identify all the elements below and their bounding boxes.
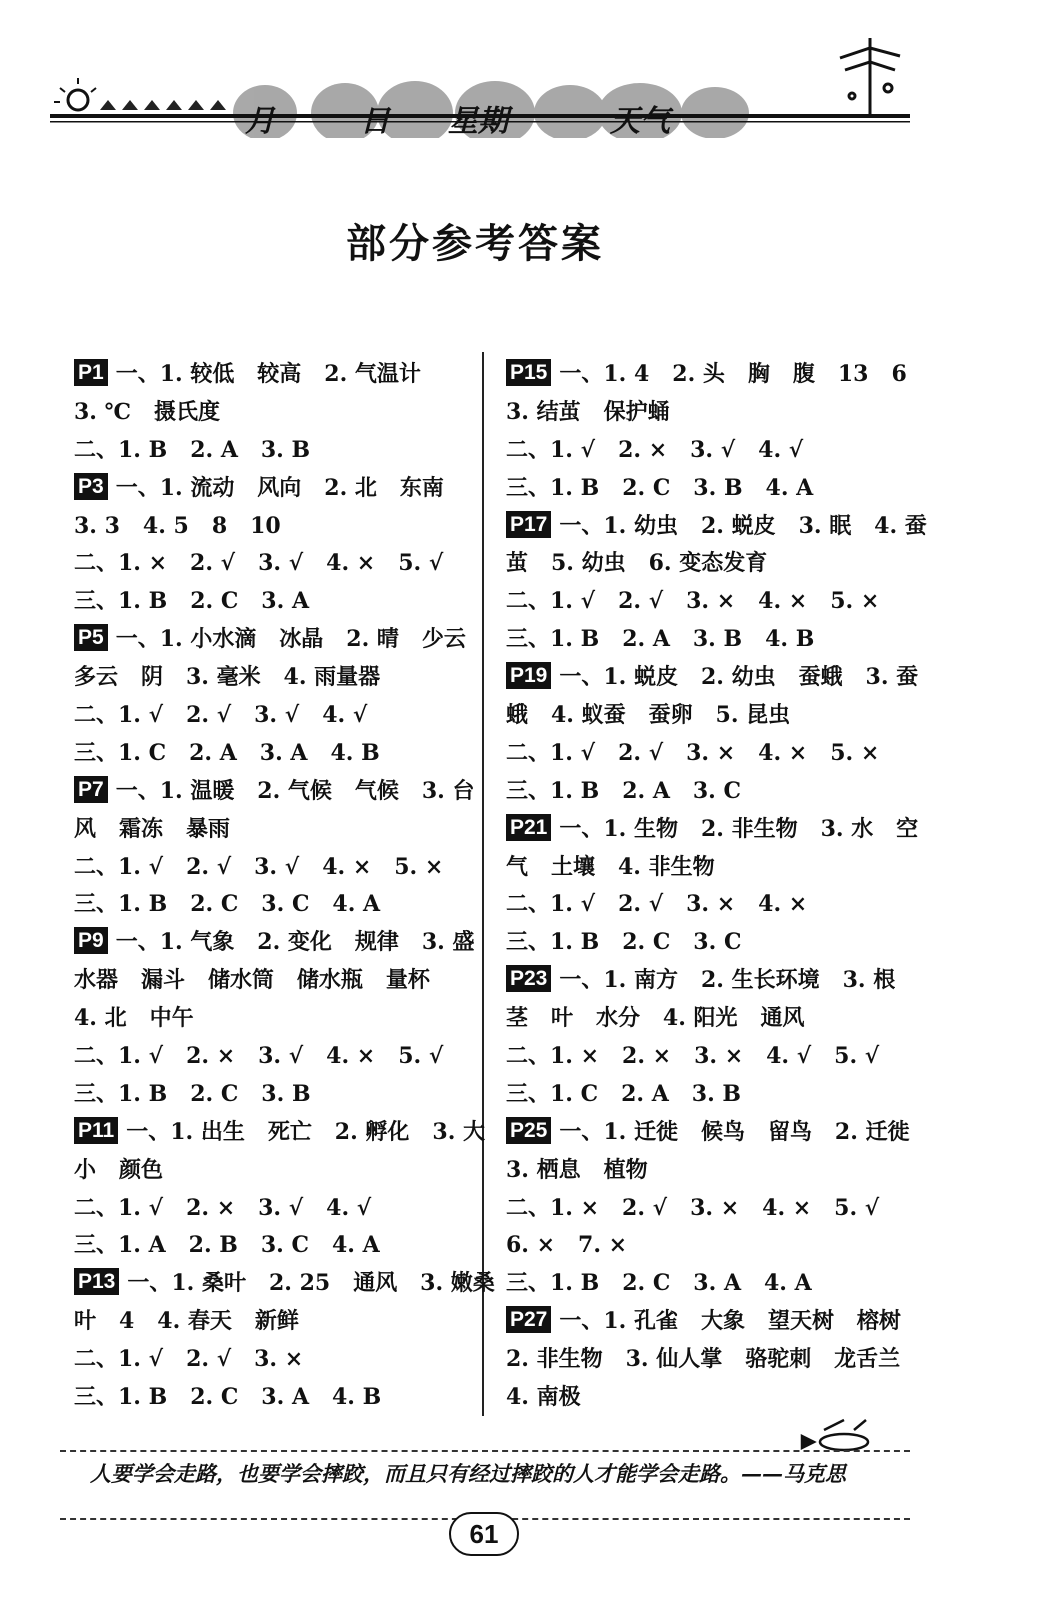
answer-text: 三、1. B 2. C 3. B 4. A — [506, 474, 814, 501]
answer-line — [74, 1114, 486, 1152]
page-tag: P7 — [74, 776, 108, 803]
answer-text: 4. 南极 — [506, 1384, 581, 1411]
answer-text: 3. 栖息 植物 — [506, 1156, 648, 1183]
answer-line — [74, 1265, 495, 1303]
answer-text: 一、1. 迁徙 候鸟 留鸟 2. 迁徙 — [559, 1118, 910, 1145]
answer-line — [74, 962, 474, 1000]
answer-text: 三、1. B 2. C 3. B — [74, 1080, 311, 1107]
answer-text: 二、1. × 2. × 3. × 4. √ 5. √ — [506, 1043, 880, 1070]
answer-text: 三、1. B 2. A 3. B 4. B — [506, 626, 815, 653]
answer-text: 二、1. √ 2. × 3. √ 4. × 5. √ — [74, 1043, 444, 1070]
answer-text: 三、1. B 2. C 3. A 4. A — [506, 1270, 812, 1297]
answer-text: 三、1. C 2. A 3. A 4. B — [74, 739, 380, 766]
answer-text: 三、1. C 2. A 3. B — [506, 1080, 742, 1107]
answer-text: 一、1. 孔雀 大象 望天树 榕树 — [559, 1308, 901, 1335]
page-title: 部分参考答案 — [346, 221, 604, 267]
footer-quote: 人要学会走路，也要学会摔跤，而且只有经过摔跤的人才能学会走路。——马克思 — [90, 1461, 846, 1486]
answer-line — [506, 1379, 906, 1417]
answer-text: 二、1. √ 2. √ 3. × — [74, 1346, 304, 1373]
page-tag: P13 — [74, 1268, 119, 1295]
answer-text: 三、1. B 2. C 3. A 4. B — [74, 1384, 382, 1411]
answer-text: 蛾 4. 蚁蚕 蚕卵 5. 昆虫 — [506, 702, 791, 729]
answer-line — [506, 1076, 906, 1114]
answer-text: 一、1. 较低 较高 2. 气温计 — [115, 361, 421, 387]
weekday-label: 星期 — [448, 104, 508, 139]
page-tag: P11 — [74, 1117, 118, 1144]
answer-line — [74, 432, 474, 470]
answer-line — [74, 886, 474, 924]
answer-text: 茎 叶 水分 4. 阳光 通风 — [506, 1005, 805, 1032]
page-footer — [54, 1430, 914, 1570]
column-divider — [482, 352, 484, 1416]
answer-line — [506, 849, 906, 887]
answer-line — [74, 811, 474, 849]
answer-line — [74, 1038, 474, 1076]
answer-line — [506, 356, 906, 394]
answer-line — [506, 697, 906, 735]
answer-text: 2. 非生物 3. 仙人掌 骆驼刺 龙舌兰 — [506, 1346, 901, 1373]
answer-line — [506, 621, 906, 659]
answer-line — [506, 924, 906, 962]
mountain-icons — [100, 100, 226, 110]
answer-line — [74, 924, 474, 962]
answer-text: 3. 结茧 保护蛹 — [506, 398, 670, 425]
answer-text: 一、1. 桑叶 2. 25 通风 3. 嫩桑 — [127, 1270, 495, 1297]
month-label: 月 — [245, 104, 275, 139]
answer-text: 4. 北 中午 — [74, 1005, 194, 1032]
answer-text: 一、1. 温暖 2. 气候 气候 3. 台 — [115, 777, 475, 804]
answer-text: 二、1. × 2. √ 3. √ 4. × 5. √ — [74, 550, 444, 577]
answer-line — [74, 583, 474, 621]
bird-icon — [802, 1420, 868, 1450]
answer-text: 一、1. 生物 2. 非生物 3. 水 空 — [559, 815, 919, 842]
answer-line — [506, 1114, 910, 1152]
answer-line — [506, 1000, 906, 1038]
answer-text: 二、1. √ 2. √ 3. √ 4. × 5. × — [74, 853, 444, 880]
answer-text: 一、1. 气象 2. 变化 规律 3. 盛 — [115, 929, 475, 956]
answer-line — [74, 1076, 474, 1114]
answer-line — [74, 545, 474, 583]
answer-line — [74, 1379, 474, 1417]
answer-text: 一、1. 4 2. 头 胸 腹 13 6 — [559, 361, 907, 387]
answer-line — [506, 1227, 906, 1265]
answer-text: 二、1. √ 2. × 3. √ 4. √ — [506, 436, 804, 463]
answer-line — [506, 1265, 906, 1303]
answer-text: 多云 阴 3. 毫米 4. 雨量器 — [74, 664, 381, 691]
answer-line — [74, 1303, 474, 1341]
page-tag: P21 — [506, 814, 551, 841]
answer-line — [74, 773, 474, 811]
answer-line — [74, 849, 474, 887]
page-tag: P3 — [74, 473, 108, 500]
answer-line — [506, 394, 906, 432]
answer-text: 一、1. 小水滴 冰晶 2. 晴 少云 — [115, 626, 466, 653]
answer-text: 小 颜色 — [74, 1156, 163, 1183]
answer-line — [506, 545, 906, 583]
answer-text: 一、1. 流动 风向 2. 北 东南 — [115, 474, 444, 501]
answer-text: 叶 4 4. 春天 新鲜 — [74, 1308, 299, 1335]
answer-text: 3. 3 4. 5 8 10 — [74, 512, 281, 539]
answers-left-column — [74, 356, 495, 1417]
day-label: 日 — [360, 104, 390, 139]
answer-line — [74, 356, 474, 394]
answer-text: 一、1. 蜕皮 2. 幼虫 蚕蛾 3. 蚕 — [559, 664, 919, 691]
answer-line — [506, 811, 919, 849]
answer-text: 三、1. B 2. C 3. C 4. A — [74, 891, 381, 918]
answer-line — [74, 621, 474, 659]
answer-text: 3. ℃ 摄氏度 — [74, 398, 220, 425]
answer-line — [74, 1227, 474, 1265]
answer-text: 气 土壤 4. 非生物 — [506, 853, 715, 880]
answer-text: 二、1. B 2. A 3. B — [74, 436, 311, 463]
answer-line — [506, 470, 906, 508]
answer-line — [74, 1152, 474, 1190]
answer-line — [74, 697, 474, 735]
page-tag: P25 — [506, 1117, 551, 1144]
answer-line — [506, 1038, 906, 1076]
answer-line — [506, 886, 906, 924]
answer-text: 水器 漏斗 储水筒 储水瓶 量杯 — [74, 967, 430, 994]
answer-line — [74, 659, 474, 697]
page-tag: P15 — [506, 359, 551, 386]
answer-line — [506, 659, 919, 697]
answer-line — [506, 1152, 906, 1190]
answer-text: 6. × 7. × — [506, 1232, 628, 1259]
answer-line — [74, 1341, 474, 1379]
answer-line — [506, 508, 927, 546]
page-tag: P5 — [74, 624, 108, 651]
page-tag: P17 — [506, 511, 551, 538]
answer-text: 二、1. √ 2. √ 3. × 4. × 5. × — [506, 739, 880, 766]
answer-line — [506, 1303, 906, 1341]
answer-line — [506, 1190, 906, 1228]
sun-icon — [54, 78, 96, 110]
answer-line — [506, 962, 906, 1000]
answer-line — [506, 583, 906, 621]
answer-line — [74, 394, 474, 432]
answer-line — [74, 1000, 474, 1038]
answer-text: 茧 5. 幼虫 6. 变态发育 — [506, 550, 768, 577]
page-tag: P1 — [74, 359, 108, 386]
answer-line — [74, 1190, 474, 1228]
answer-text: 三、1. B 2. C 3. A — [74, 588, 310, 615]
answer-line — [506, 432, 906, 470]
answer-line — [506, 773, 906, 811]
weather-label: 天气 — [610, 104, 670, 139]
answer-text: 一、1. 幼虫 2. 蜕皮 3. 眠 4. 蚕 — [559, 512, 927, 539]
page-tag: P19 — [506, 662, 551, 689]
answer-line — [506, 735, 906, 773]
answer-text: 风 霜冻 暴雨 — [74, 815, 230, 842]
answer-text: 三、1. A 2. B 3. C 4. A — [74, 1232, 380, 1259]
answer-text: 二、1. √ 2. × 3. √ 4. √ — [74, 1194, 372, 1221]
page-tag: P23 — [506, 965, 551, 992]
answer-text: 二、1. √ 2. √ 3. × 4. × 5. × — [506, 588, 880, 615]
answer-text: 二、1. √ 2. √ 3. × 4. × — [506, 891, 808, 918]
answer-line — [74, 735, 474, 773]
answers-right-column — [506, 356, 927, 1417]
page-header — [40, 18, 920, 138]
answer-text: 三、1. B 2. A 3. C — [506, 777, 742, 804]
answer-line — [506, 1341, 906, 1379]
answer-text: 一、1. 出生 死亡 2. 孵化 3. 大 — [126, 1118, 486, 1145]
windmill-icon — [840, 38, 900, 118]
answer-line — [74, 508, 474, 546]
page-tag: P27 — [506, 1306, 551, 1333]
answer-line — [74, 470, 474, 508]
answer-text: 一、1. 南方 2. 生长环境 3. 根 — [559, 967, 896, 994]
answer-text: 三、1. B 2. C 3. C — [506, 929, 742, 956]
page-number: 61 — [449, 1512, 519, 1556]
answer-text: 二、1. √ 2. √ 3. √ 4. √ — [74, 702, 368, 729]
page-tag: P9 — [74, 927, 108, 954]
answer-text: 二、1. × 2. √ 3. × 4. × 5. √ — [506, 1194, 880, 1221]
